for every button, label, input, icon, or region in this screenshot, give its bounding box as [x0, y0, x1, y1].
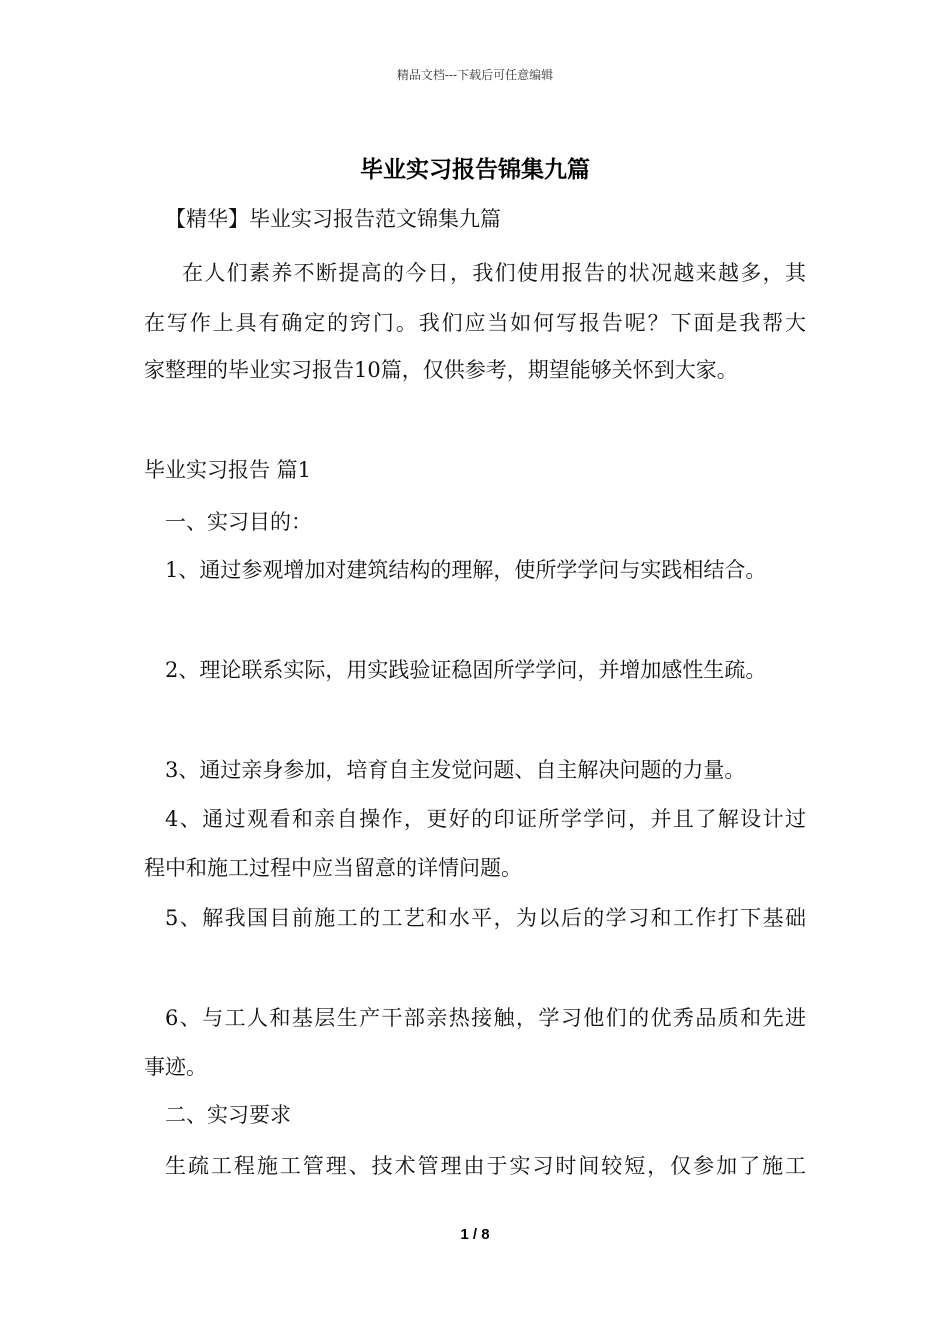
subtitle-line: 【精华】毕业实习报告范文锦集九篇	[165, 207, 501, 231]
paragraph-line: 生疏工程施工管理、技术管理由于实习时间较短，仅参加了施工	[165, 1154, 806, 1178]
paragraph-line: 在写作上具有确定的窍门。我们应当如何写报告呢？下面是我帮大	[144, 311, 806, 335]
page-number: 1 / 8	[460, 1226, 490, 1243]
list-item: 5、解我国目前施工的工艺和水平，为以后的学习和工作打下基础	[165, 906, 806, 930]
list-item: 2、理论联系实际，用实践验证稳固所学学问，并增加感性生疏。	[165, 658, 767, 682]
subsection-heading: 一、实习目的：	[165, 510, 312, 534]
list-item: 1、通过参观增加对建筑结构的理解，使所学学问与实践相结合。	[165, 558, 767, 582]
list-item-continuation: 程中和施工过程中应当留意的详情问题。	[144, 856, 522, 880]
list-item: 3、通过亲身参加，培育自主发觉问题、自主解决问题的力量。	[165, 758, 746, 782]
list-item: 6、与工人和基层生产干部亲热接触，学习他们的优秀品质和先进	[165, 1006, 806, 1030]
paragraph-line: 在人们素养不断提高的今日，我们使用报告的状况越来越多，其	[182, 261, 806, 285]
paragraph-line: 家整理的毕业实习报告10篇，仅供参考，期望能够关怀到大家。	[144, 358, 738, 382]
subsection-heading: 二、实习要求	[165, 1103, 291, 1127]
list-item-continuation: 事迹。	[144, 1055, 207, 1079]
document-title: 毕业实习报告锦集九篇	[360, 156, 590, 183]
list-item: 4、通过观看和亲自操作，更好的印证所学学问，并且了解设计过	[165, 807, 806, 831]
section-heading: 毕业实习报告 篇1	[144, 458, 312, 482]
header-note: 精品文档---下载后可任意编辑	[396, 68, 554, 82]
